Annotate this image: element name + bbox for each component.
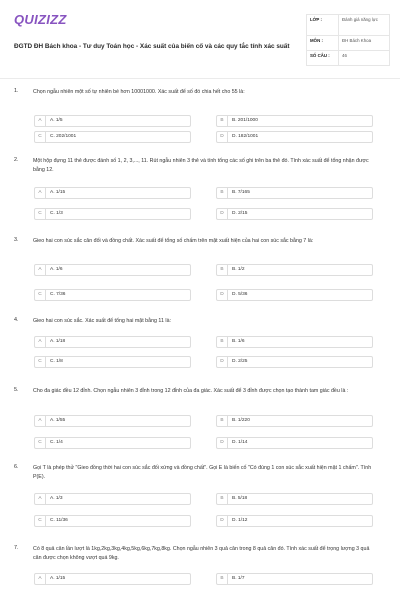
- option-text: D. 5/36: [232, 292, 248, 297]
- option-b[interactable]: [216, 187, 373, 199]
- option-letter: B: [217, 574, 228, 584]
- option-text: B. 7/165: [232, 190, 250, 195]
- option-letter: C: [35, 209, 46, 219]
- option-letter: B: [217, 265, 228, 275]
- option-text: B. 5/18: [232, 496, 248, 501]
- option-letter: B: [217, 116, 228, 126]
- option-text: B. 1/220: [232, 418, 250, 423]
- option-b[interactable]: [216, 115, 373, 127]
- option-letter: B: [217, 337, 228, 347]
- meta-value: Đánh giá năng lực: [342, 17, 378, 22]
- option-text: A. 1/18: [50, 339, 66, 344]
- option-c[interactable]: [34, 208, 191, 220]
- option-letter: A: [35, 337, 46, 347]
- option-letter: D: [217, 438, 228, 448]
- option-letter: C: [35, 438, 46, 448]
- meta-value: ĐH Bách Khoa: [342, 38, 372, 43]
- option-letter: A: [35, 574, 46, 584]
- option-letter: A: [35, 494, 46, 504]
- option-text: A. 1/5: [50, 118, 63, 123]
- option-d[interactable]: [216, 515, 373, 527]
- option-a[interactable]: [34, 115, 191, 127]
- option-text: C. 7/36: [50, 292, 66, 297]
- question-number: 1.: [14, 88, 19, 94]
- option-c[interactable]: [34, 437, 191, 449]
- option-text: C. 1/8: [50, 359, 63, 364]
- option-text: D. 2/25: [232, 359, 248, 364]
- option-d[interactable]: [216, 131, 373, 143]
- option-letter: A: [35, 188, 46, 198]
- option-letter: C: [35, 357, 46, 367]
- option-text: D. 1/14: [232, 440, 248, 445]
- option-c[interactable]: [34, 289, 191, 301]
- question-text: Cho đa giác đều 12 đỉnh. Chọn ngẫu nhiên 3 đỉnh trong 12 đỉnh của đa giác. Xác suất để 3 đỉnh được chọn tạo thành tam giác đều là :: [33, 388, 349, 394]
- option-a[interactable]: [34, 415, 191, 427]
- option-letter: B: [217, 188, 228, 198]
- option-text: C. 11/36: [50, 518, 68, 523]
- option-letter: D: [217, 516, 228, 526]
- meta-label: LỚP :: [307, 15, 339, 35]
- option-c[interactable]: [34, 356, 191, 368]
- option-text: D. 2/15: [232, 211, 248, 216]
- option-letter: C: [35, 132, 46, 142]
- worksheet-meta-table: [306, 14, 390, 66]
- question-number: 6.: [14, 464, 19, 470]
- option-letter: D: [217, 290, 228, 300]
- option-a[interactable]: [34, 187, 191, 199]
- question-number: 2.: [14, 157, 19, 163]
- question-number: 3.: [14, 237, 19, 243]
- option-letter: D: [217, 209, 228, 219]
- option-letter: A: [35, 416, 46, 426]
- meta-row-count: [307, 51, 389, 65]
- option-letter: C: [35, 516, 46, 526]
- option-d[interactable]: [216, 289, 373, 301]
- option-c[interactable]: [34, 515, 191, 527]
- option-d[interactable]: [216, 356, 373, 368]
- meta-label: MÔN :: [307, 36, 339, 50]
- header-divider: [0, 78, 400, 79]
- question-text: Có 8 quả cân lần lượt là 1kg,2kg,3kg,4kg,5kg,6kg,7kg,8kg. Chọn ngẫu nhiên 3 quả cân trong 8 quả cân đó. Tính xác suất để trọng lượng 3 quả cân được chọn không vượt quá 9kg.: [33, 546, 370, 561]
- option-b[interactable]: [216, 493, 373, 505]
- option-a[interactable]: [34, 493, 191, 505]
- question-number: 5.: [14, 387, 19, 393]
- meta-value: 46: [342, 53, 347, 58]
- option-text: A. 1/6: [50, 267, 63, 272]
- question-text: Chọn ngẫu nhiên một số tự nhiên bé hơn 10001000. Xác suất để số đó chia hết cho 55 là:: [33, 89, 245, 95]
- option-text: D. 1/12: [232, 518, 248, 523]
- option-letter: A: [35, 116, 46, 126]
- option-text: C. 202/1001: [50, 134, 77, 139]
- option-text: D. 182/1001: [232, 134, 259, 139]
- option-text: C. 1/4: [50, 440, 63, 445]
- worksheet-title: ĐGTD ĐH Bách khoa - Tư duy Toán học - Xác suất của biến cố và các quy tắc tính xác suất: [14, 43, 290, 50]
- option-d[interactable]: [216, 437, 373, 449]
- option-text: B. 201/1000: [232, 118, 258, 123]
- option-text: C. 1/3: [50, 211, 63, 216]
- option-letter: D: [217, 357, 228, 367]
- option-text: B. 1/7: [232, 576, 245, 581]
- option-b[interactable]: [216, 573, 373, 585]
- option-c[interactable]: [34, 131, 191, 143]
- option-b[interactable]: [216, 415, 373, 427]
- option-a[interactable]: [34, 573, 191, 585]
- option-letter: B: [217, 416, 228, 426]
- question-text: Gieo hai con súc sắc cân đối và đồng chất. Xác suất để tổng số chấm trên mặt xuất hiện của hai con súc sắc bằng 7 là:: [33, 238, 314, 244]
- option-d[interactable]: [216, 208, 373, 220]
- meta-label: SỐ CÂU :: [307, 51, 339, 65]
- option-letter: A: [35, 265, 46, 275]
- option-text: A. 1/3: [50, 496, 63, 501]
- option-b[interactable]: [216, 264, 373, 276]
- option-letter: C: [35, 290, 46, 300]
- option-b[interactable]: [216, 336, 373, 348]
- option-text: B. 1/2: [232, 267, 245, 272]
- question-number: 7.: [14, 545, 19, 551]
- option-letter: B: [217, 494, 228, 504]
- question-number: 4.: [14, 317, 19, 323]
- option-text: A. 1/15: [50, 190, 66, 195]
- question-text: Gọi T là phép thử "Gieo đồng thời hai con súc sắc đối xứng và đồng chất". Gọi E là biến cố "Có đúng 1 con súc sắc xuất hiện mặt 1 chấm". Tính P(E).: [33, 465, 372, 480]
- option-text: B. 1/6: [232, 339, 245, 344]
- question-text: Một hộp đựng 11 thẻ được đánh số 1, 2, 3,..., 11. Rút ngẫu nhiên 3 thẻ và tính tổng các số ghi trên ba thẻ đó. Tính xác suất để tổng nhận được bằng 12.: [33, 158, 369, 173]
- option-text: A. 1/15: [50, 576, 66, 581]
- meta-row-subject: [307, 36, 389, 51]
- option-a[interactable]: [34, 336, 191, 348]
- question-text: Gieo hai con súc sắc. Xác suất để tổng hai mặt bằng 11 là:: [33, 318, 172, 324]
- option-a[interactable]: [34, 264, 191, 276]
- option-text: A. 1/55: [50, 418, 66, 423]
- option-letter: D: [217, 132, 228, 142]
- meta-row-class: [307, 15, 389, 36]
- quizizz-logo: QUIZIZZ: [14, 12, 67, 27]
